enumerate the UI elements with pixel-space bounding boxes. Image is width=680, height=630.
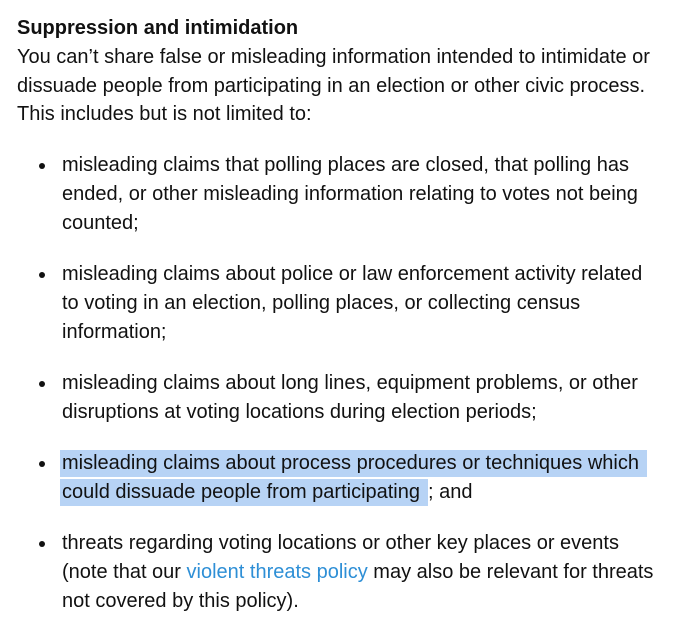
list-item-text: misleading claims that polling places are closed, that polling has ended, or other misleading information relating to votes not being counted; <box>62 153 638 234</box>
list-item <box>17 260 660 347</box>
bullet-icon <box>39 541 45 547</box>
bullet-icon <box>39 163 45 169</box>
bullet-icon <box>39 461 45 467</box>
list-item-text: misleading claims about police or law enforcement activity related to voting in an election, polling places, or collecting census information; <box>62 262 643 343</box>
bullet-icon <box>39 381 45 387</box>
list-item <box>17 449 660 507</box>
violent-threats-policy-link[interactable]: violent threats policy <box>186 560 368 583</box>
section-heading: Suppression and intimidation <box>17 17 299 39</box>
list-item-text: may also be relevant for threats not covered by this policy). <box>62 560 654 612</box>
section-intro: You can’t share false or misleading information intended to intimidate or dissuade people from participating in an election or other civic process. This includes but is not limited to: <box>17 46 650 125</box>
list-item-text: ; and <box>428 480 473 503</box>
list-item-text: misleading claims about long lines, equipment problems, or other disruptions at voting locations during election periods; <box>62 371 638 423</box>
policy-list <box>17 151 660 616</box>
highlighted-text-selection[interactable]: misleading claims about process procedures or techniques which could dissuade people from participating <box>60 450 647 506</box>
list-item-text: threats regarding voting locations or other key places or events (note that our <box>62 531 619 583</box>
list-item <box>17 151 660 238</box>
bullet-icon <box>39 272 45 278</box>
list-item <box>17 529 660 616</box>
list-item <box>17 369 660 427</box>
